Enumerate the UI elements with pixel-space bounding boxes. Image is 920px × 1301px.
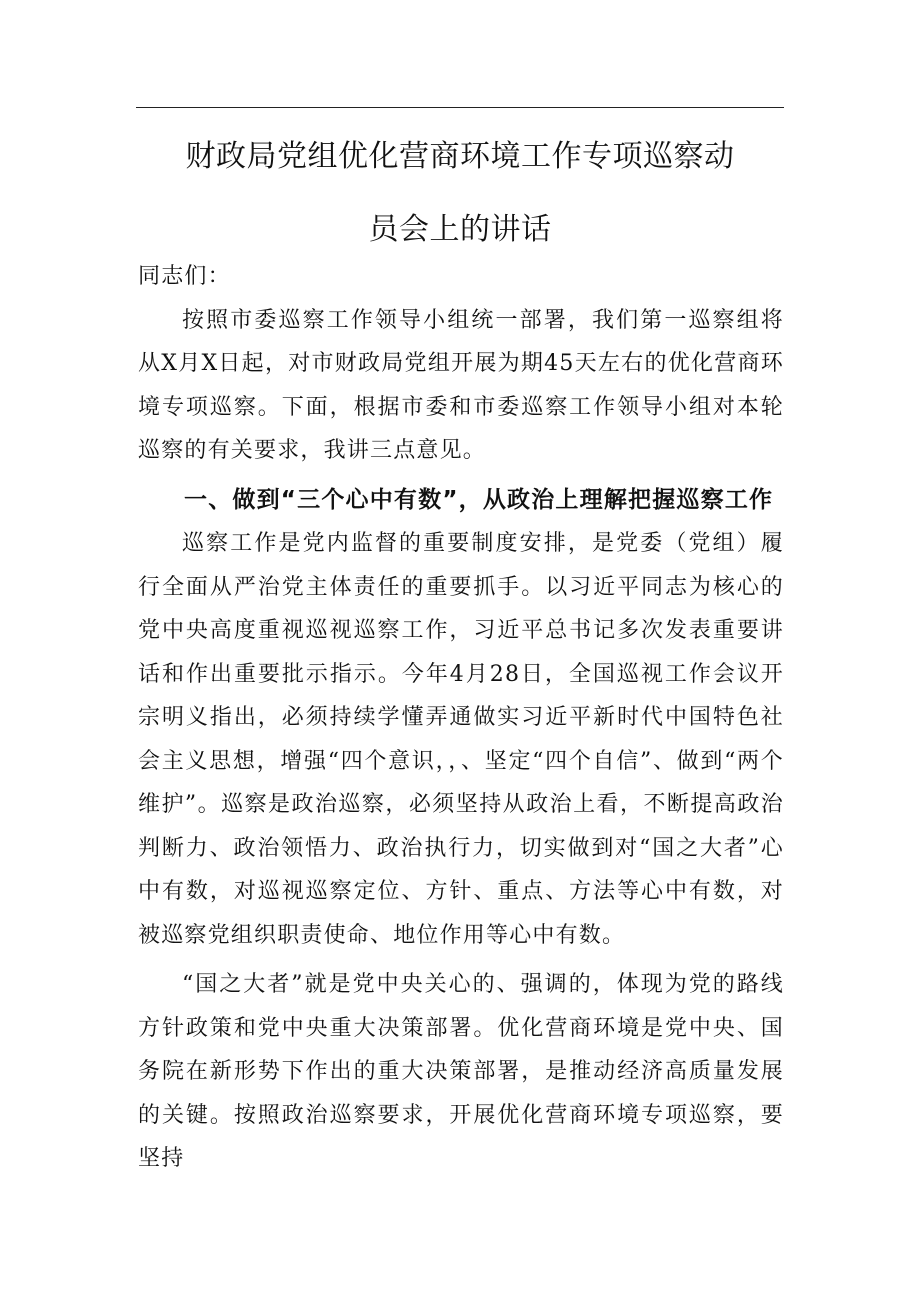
header-rule [136,107,784,108]
section-heading-1: 一、做到“三个心中有数”，从政治上理解把握巡察工作 [184,486,774,513]
document-title-line-1: 财政局党组优化营商环境工作专项巡察动 [185,139,735,174]
document-title-line-2: 员会上的讲话 [368,212,552,247]
paragraph-body-1: 巡察工作是党内监督的重要制度安排，是党委（党组）履行全面从严治党主体责任的重要抓手。以习近平同志为核心的党中央高度重视巡视巡察工作，习近平总书记多次发表重要讲话和作出重要批示指示。今年4月28日，全国巡视工作会议开宗明义指出，必须持续学懂弄通做实习近平新时代中国特色社会主义思想，增强“四个意识，，、坚定“四个自信”、做到“两个维护”。巡察是政治巡察，必须坚持从政治上看，不断提高政治判断力、政治领悟力、政治执行力，切实做到对“国之大者”心中有数，对巡视巡察定位、方针、重点、方法等心中有数，对被巡察党组织职责使命、地位作用等心中有数。 [138,531,784,948]
salutation: 同志们： [138,264,231,289]
document-body [138,255,784,1181]
paragraph-intro: 按照市委巡察工作领导小组统一部署，我们第一巡察组将从X月X日起，对市财政局党组开展为期45天左右的优化营商环境专项巡察。下面，根据市委和市委巡察工作领导小组对本轮巡察的有关要求，我讲三点意见。 [138,307,784,463]
paragraph-body-2: “国之大者”就是党中央关心的、强调的，体现为党的路线方针政策和党中央重大决策部署。优化营商环境是党中央、国务院在新形势下作出的重大决策部署，是推动经济高质量发展的关键。按照政治巡察要求，开展优化营商环境专项巡察，要坚持 [138,972,784,1171]
